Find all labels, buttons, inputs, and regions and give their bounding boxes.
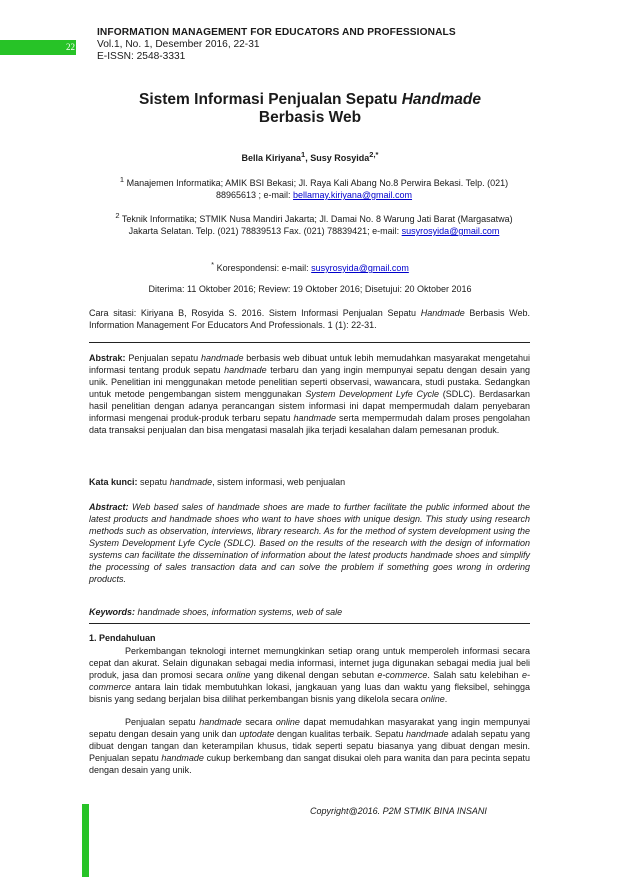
abstrak-italic: System Development Lyfe Cycle (305, 389, 439, 399)
citation-text-end: Berbasis Web. Information Management For Educators And Professionals. 1 (1): 22-31. (89, 308, 530, 330)
copyright-footer: Copyright@2016. P2M STMIK BINA INSANI (310, 806, 487, 816)
title-italic: Handmade (401, 91, 481, 108)
paragraph-text: . (444, 694, 448, 704)
paragraph-italic: e-commerce (89, 670, 530, 692)
author-1: Bella Kiriyana (241, 153, 302, 163)
journal-eissn: E-ISSN: 2548-3331 (97, 51, 186, 62)
divider-bottom (89, 623, 530, 624)
correspondence-sup: * (211, 260, 215, 269)
paragraph-italic: handmade (199, 717, 242, 727)
paper-title (0, 91, 620, 127)
abstrak-label: Abstrak: (89, 353, 126, 363)
page-number-tab (0, 40, 76, 55)
abstract-en (89, 501, 530, 585)
affiliation-2-sup: 2 (115, 211, 120, 220)
kata-kunci-label: Kata kunci: (89, 477, 138, 487)
paragraph-italic: uptodate (239, 729, 275, 739)
citation-text: Cara sitasi: Kiriyana B, Rosyida S. 2016. Sistem Informasi Penjualan Sepatu (89, 308, 417, 318)
journal-title: INFORMATION MANAGEMENT FOR EDUCATORS AND PROFESSIONALS (97, 27, 456, 38)
abstrak-text: berbasis web dibuat untuk lebih memudahkan masyarakat mengetahui informasi tentang produk sepatu (89, 353, 530, 375)
kata-kunci-text: sepatu (140, 477, 168, 487)
section-heading: 1. Pendahuluan (89, 633, 156, 643)
kata-kunci-text: , sistem informasi, web penjualan (212, 477, 346, 487)
keywords (89, 606, 530, 618)
affiliation-1 (108, 174, 520, 201)
keywords-text: handmade shoes, information systems, web of sale (137, 607, 343, 617)
abstract-label: Abstract: (89, 502, 129, 512)
kata-kunci (89, 476, 530, 488)
abstrak-text: terbaru dan yang ingin mempunyai sepatu dengan desain yang unik. Penelitian ini menggunakan metode penelitian seperti observasi, wawancara, studi pustaka. Sedangkan untuk metode pengembangan sistem menggunakan (89, 365, 530, 399)
footer-green-bar (82, 804, 89, 877)
keywords-label: Keywords: (89, 607, 136, 617)
paragraph-text: yang dikenal dengan sebutan (253, 670, 375, 680)
title-text: Sistem Informasi Penjualan Sepatu (139, 91, 398, 108)
affiliation-1-text: Manajemen Informatika; AMIK BSI Bekasi; Jl. Raya Kali Abang No.8 Perwira Bekasi. Telp. (021) 88965613 ; e-mail: (126, 178, 509, 200)
paragraph-italic: handmade (406, 729, 449, 739)
paragraph-text: Penjualan sepatu (125, 717, 196, 727)
section-paragraph-1 (89, 645, 530, 705)
abstrak-italic: handmade (224, 365, 267, 375)
abstrak (89, 352, 530, 436)
paragraph-text: cukup berkembang dan sangat disukai oleh para wanita dan para pecinta sepatu dengan desain yang unik. (89, 753, 530, 775)
divider-top (89, 342, 530, 343)
abstrak-italic: handmade (200, 353, 244, 363)
author-2-sup: 2,* (369, 150, 379, 159)
abstrak-italic: handmade (293, 413, 336, 423)
received-dates: Diterima: 11 Oktober 2016; Review: 19 Oktober 2016; Disetujui: 20 Oktober 2016 (148, 284, 472, 294)
citation-italic: Handmade (420, 308, 465, 318)
paragraph-text: antara lain tidak membutuhkan lokasi, jangkauan yang luas dan waktu yang fleksibel, sehingga bisnis yang sedang berjalan bisa dilihat perkembangan bisnis yang dikelola secara (89, 682, 530, 704)
paragraph-italic: e-commerce (377, 670, 428, 680)
affiliation-1-sup: 1 (119, 175, 125, 184)
kata-kunci-italic: handmade (169, 477, 213, 487)
paragraph-italic: online (226, 670, 251, 680)
page-number: 22 (66, 42, 75, 52)
author-2: Susy Rosyida (310, 153, 370, 163)
email-link-2[interactable]: susyrosyida@gmail.com (401, 226, 500, 236)
paragraph-text: . Salah satu kelebihan (427, 670, 519, 680)
journal-header (97, 27, 456, 63)
email-link-1[interactable]: bellamay.kiriyana@gmail.com (293, 190, 413, 200)
correspondence (0, 260, 620, 273)
author-1-sup: 1 (301, 150, 306, 159)
abstrak-text: serta mempermudah dalam proses pengolahan data transaksi penjualan dan bisa mengatasi masalah jika terjadi kesalahan dalam pemesanan produk. (89, 413, 530, 435)
abstract-text: Web based sales of handmade shoes are made to further facilitate the public informed about the latest products and handmade shoes who want to have shoes with unique design. This study using research methods such as observation, interviews, library research. As for the method of system development using the System Development Lyfe Cycle (SDLC). Based on the results of the research with the design of information systems can facilitate the dissemination of information about the latest products handmade shoes and simplify the processing of sales transaction data and can solve the problem if something goes wrong in ordering products. (89, 502, 530, 584)
affiliation-2 (108, 210, 520, 237)
paragraph-text: adalah sepatu yang dibuat dengan tangan dan keterampilan khusus, tidak seperti sepatu biasanya yang dibuat dengan mesin. Penjualan sepatu (89, 729, 530, 763)
paragraph-italic: online (420, 694, 445, 704)
citation (89, 307, 530, 331)
abstrak-text: Penjualan sepatu (128, 353, 199, 363)
title-line2: Berbasis Web (258, 109, 362, 126)
correspondence-text: Korespondensi: e-mail: (216, 263, 309, 273)
author-separator: , (305, 153, 308, 163)
affiliation-2-text: Teknik Informatika; STMIK Nusa Mandiri Jakarta; Jl. Damai No. 8 Warung Jati Barat (Margasatwa) Jakarta Selatan. Telp. (021) 78839513 Fax. (021) 78839421; e-mail: (121, 214, 513, 236)
section-paragraph-2 (89, 716, 530, 776)
paragraph-text: Perkembangan teknologi internet memungkinkan setiap orang untuk memperoleh informasi secara cepat dan akurat. Selain digunakan sebagai media informasi, internet juga digunakan sebagai media jual beli produk, jasa dan promosi secara (89, 646, 530, 680)
paragraph-text: dapat memudahkan masyarakat yang ingin mempunyai sepatu dengan desain yang unik dan (89, 717, 530, 739)
paragraph-text: dengan kualitas terbaik. Sepatu (276, 729, 404, 739)
paragraph-text: secara (245, 717, 273, 727)
email-link-corr[interactable]: susyrosyida@gmail.com (311, 263, 409, 273)
authors (0, 150, 620, 163)
paragraph-italic: online (275, 717, 300, 727)
paragraph-italic: handmade (161, 753, 204, 763)
journal-volume: Vol.1, No. 1, Desember 2016, 22-31 (97, 39, 260, 50)
abstrak-text: (SDLC). Berdasarkan hasil penelitian dengan adanya perancangan sistem informasi ini dapat mempermudah dalam penyebaran informasi mengenai produk-produk terbaru sepatu (89, 389, 530, 423)
